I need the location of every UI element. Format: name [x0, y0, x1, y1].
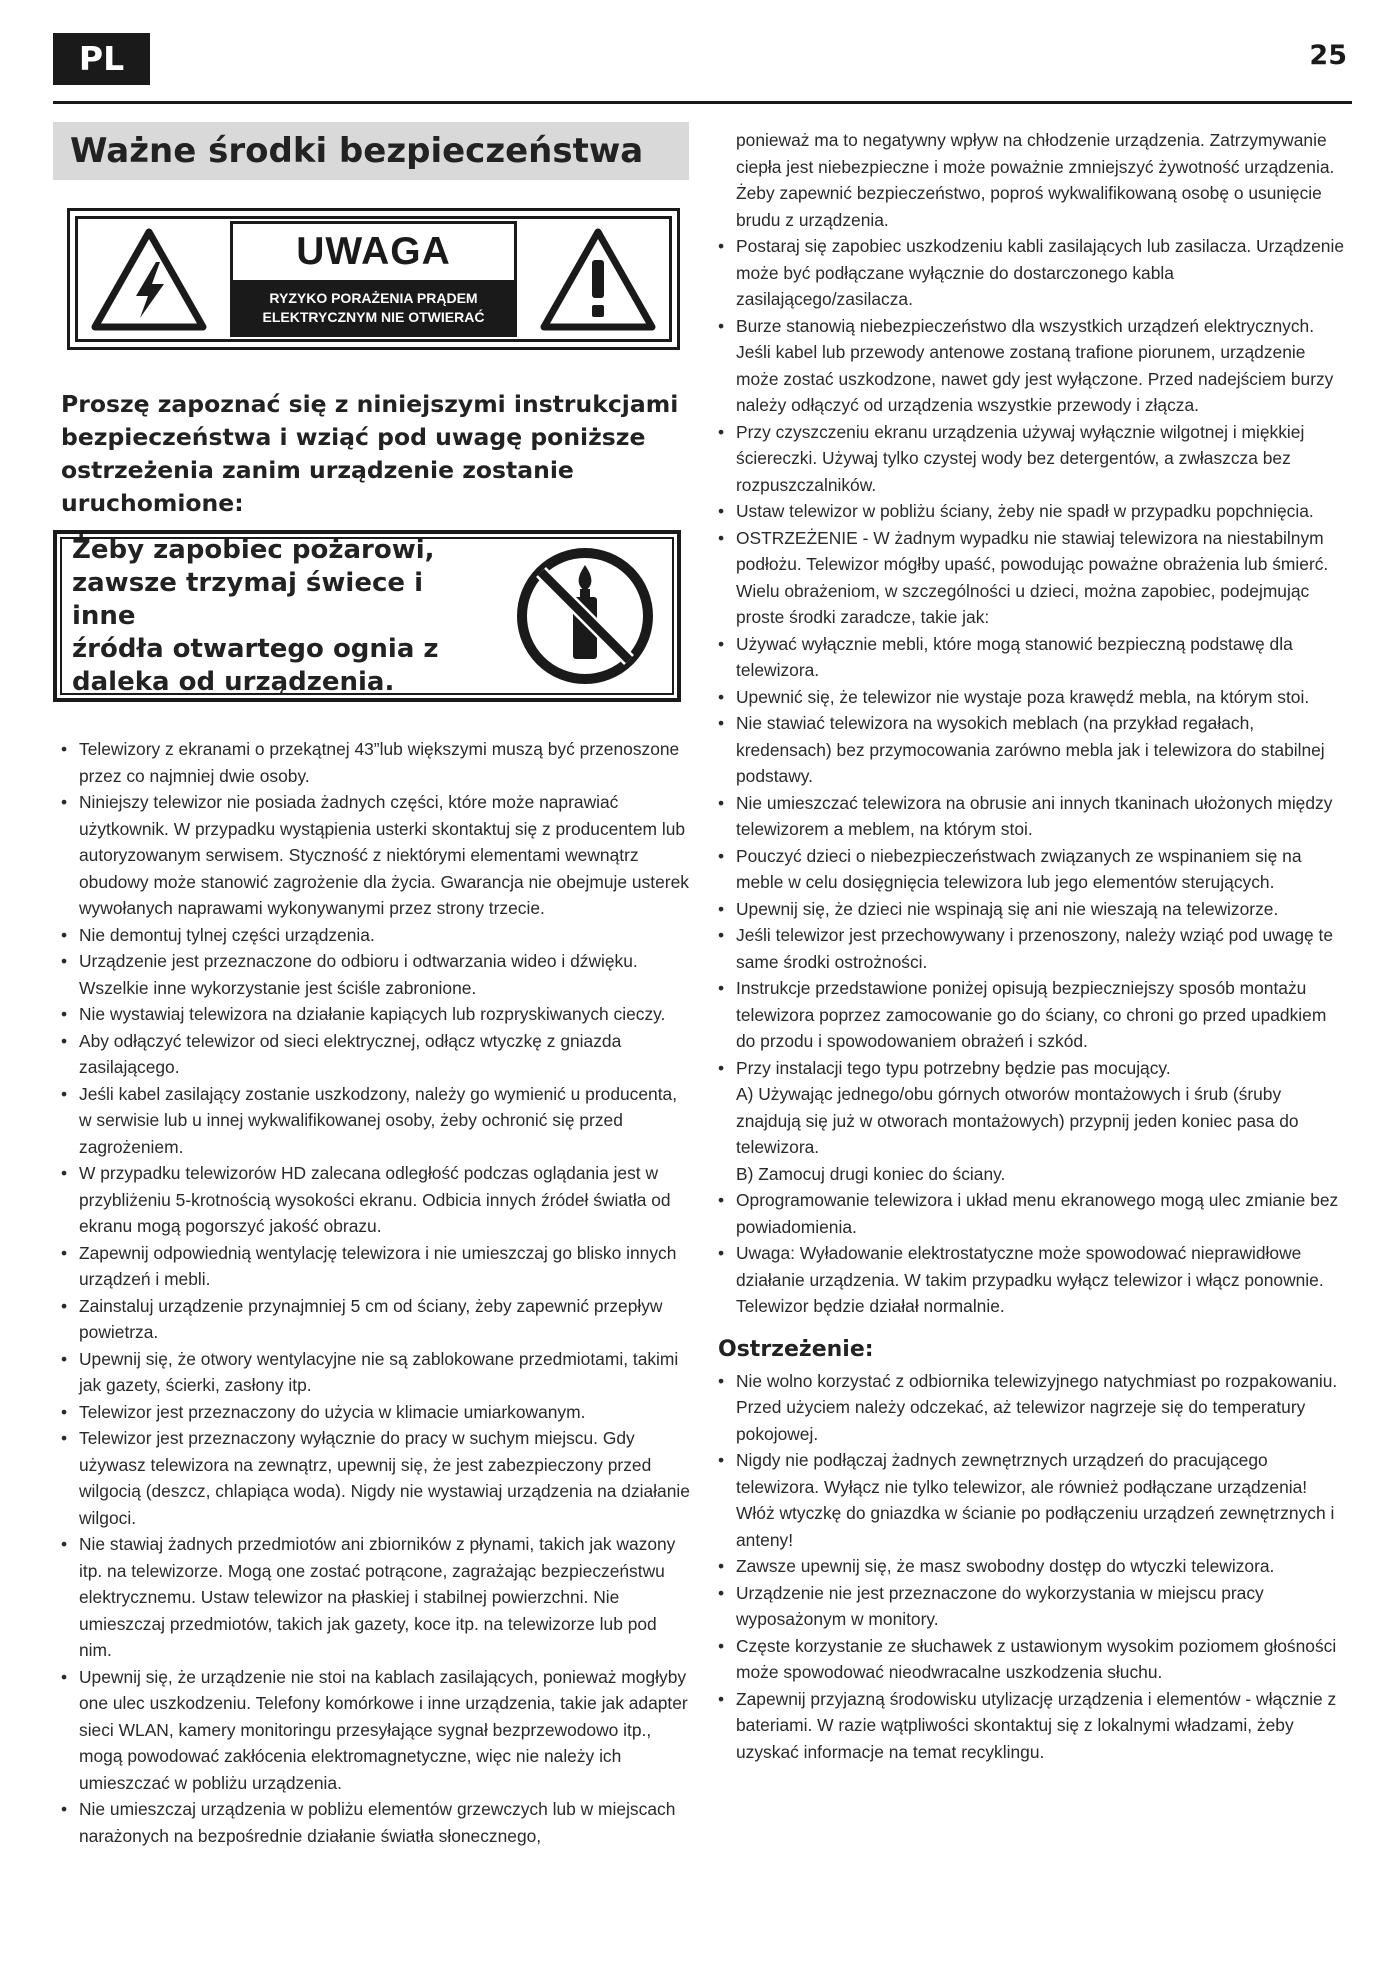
list-item: • Burze stanowią niebezpieczeństwo dla wszystkich urządzeń elektrycznych. Jeśli kabel lub przewody antenowe zostaną trafione piorunem, urządzenie może zostać uszkodzone, nawet gdy jest wyłączone. Przed nadejściem burzy należy odłączyć od urządzenia wszystkie przewody i złącza. [718, 313, 1348, 419]
no-open-flame-icon [514, 545, 656, 687]
list-item: • Nie stawiaj żadnych przedmiotów ani zbiorników z płynami, takich jak wazony itp. na telewizorze. Mogą one zostać potrącone, zagrażając bezpieczeństwu elektrycznemu. Ustaw telewizor na płaskiej i stabilnej powierzchni. Nie umieszczaj przedmiotów, takich jak gazety, koce itp. na telewizorze lub pod nim. [61, 1531, 691, 1664]
list-item: • OSTRZEŻENIE - W żadnym wypadku nie stawiaj telewizora na niestabilnym podłożu. Telewizor mógłby upaść, powodując poważne obrażenia lub śmierć. Wielu obrażeniom, w szczególności u dzieci, można zapobiec, podejmując proste środki zaradcze, takie jak: [718, 525, 1348, 631]
list-item: • Aby odłączyć telewizor od sieci elektrycznej, odłącz wtyczkę z gniazda zasilającego. [61, 1028, 691, 1081]
list-item: • Ustaw telewizor w pobliżu ściany, żeby nie spadł w przypadku popchnięcia. [718, 498, 1348, 525]
list-item: • Nie stawiać telewizora na wysokich meblach (na przykład regałach, kredensach) bez przymocowania zarówno mebla jak i telewizora do stabilnej podstawy. [718, 710, 1348, 790]
list-item: • Nie demontuj tylnej części urządzenia. [61, 922, 691, 949]
warning-subtitle: RYZYKO PORAŻENIA PRĄDEM ELEKTRYCZNYM NIE OTWIERAĆ [233, 280, 514, 334]
warning-text-block [230, 221, 517, 337]
left-column [53, 122, 689, 1849]
language-badge: PL [53, 33, 150, 85]
list-item: • Upewnić się, że telewizor nie wystaje poza krawędź mebla, na którym stoi. [718, 684, 1348, 711]
warning-title: UWAGA [233, 224, 514, 280]
list-item: • Postaraj się zapobiec uszkodzeniu kabli zasilających lub zasilacza. Urządzenie może być podłączane wyłącznie do dostarczonego kabla zasilającego/zasilacza. [718, 233, 1348, 313]
list-item: • Urządzenie nie jest przeznaczone do wykorzystania w miejscu pracy wyposażonym w monitory. [718, 1580, 1348, 1633]
list-item: • W przypadku telewizorów HD zalecana odległość podczas oglądania jest w przybliżeniu 5-krotnością wysokości ekranu. Odbicia innych źródeł światła od ekranu mogą pogorszyć jakość obrazu. [61, 1160, 691, 1240]
page-number: 25 [1309, 40, 1347, 71]
list-item: • Nie wystawiaj telewizora na działanie kapiących lub rozpryskiwanych cieczy. [61, 1001, 691, 1028]
intro-text: Proszę zapoznać się z niniejszymi instrukcjami bezpieczeństwa i wziąć pod uwagę poniższe ostrzeżenia zanim urządzenie zostanie uruchomione: [61, 390, 679, 517]
page-title: Ważne środki bezpieczeństwa [70, 131, 644, 171]
list-item: • Nigdy nie podłączaj żadnych zewnętrznych urządzeń do pracującego telewizora. Wyłącz nie tylko telewizor, ale również podłączane urządzenia! Włóż wtyczkę do gniazdka w ścianie po podłączeniu urządzeń zewnętrznych i anteny! [718, 1447, 1348, 1553]
list-item: • Uwaga: Wyładowanie elektrostatyczne może spowodować nieprawidłowe działanie urządzenia. W takim przypadku wyłącz telewizor i włącz ponownie. Telewizor będzie działał normalnie. [718, 1240, 1348, 1320]
safety-list-left [61, 736, 691, 1849]
list-item: • Telewizor jest przeznaczony do użycia w klimacie umiarkowanym. [61, 1399, 691, 1426]
continued-text: ponieważ ma to negatywny wpływ na chłodzenie urządzenia. Zatrzymywanie ciepła jest niebezpieczne i może poważnie zmniejszyć żywotność urządzenia. Żeby zapewnić bezpieczeństwo, poproś wykwalifikowaną osobę o usunięcie brudu z urządzenia. [736, 130, 1335, 230]
list-item: • Upewnij się, że otwory wentylacyjne nie są zablokowane przedmiotami, takimi jak gazety, ścierki, zasłony itp. [61, 1346, 691, 1399]
lightning-warning-icon [90, 226, 208, 332]
list-item: • Nie wolno korzystać z odbiornika telewizyjnego natychmiast po rozpakowaniu. Przed użyciem należy odczekać, aż telewizor nagrzeje się do temperatury pokojowej. [718, 1368, 1348, 1448]
list-item: • Niniejszy telewizor nie posiada żadnych części, które może naprawiać użytkownik. W przypadku wystąpienia usterki skontaktuj się z producentem lub autoryzowanym serwisem. Styczność z niektórymi elementami wewnątrz obudowy może stanowić zagrożenie dla życia. Gwarancja nie obejmuje usterek wywołanych naprawami wykonywanymi przez strony trzecie. [61, 789, 691, 922]
list-item: • Nie umieszczaj urządzenia w pobliżu elementów grzewczych lub w miejscach narażonych na bezpośrednie działanie światła słonecznego, [61, 1796, 691, 1849]
list-item: • Instrukcje przedstawione poniżej opisują bezpieczniejszy sposób montażu telewizora poprzez zamocowanie go do ściany, co chroni go przed upadkiem do przodu i spowodowaniem obrażeń i szkód. [718, 975, 1348, 1055]
list-item: • Częste korzystanie ze słuchawek z ustawionym wysokim poziomem głośności może spowodować nieodwracalne uszkodzenia słuchu. [718, 1633, 1348, 1686]
mount-step: A) Używając jednego/obu górnych otworów montażowych i śrub (śruby znajdują się już w otworach montażowych) przypnij jeden koniec pasa do telewizora. [736, 1084, 1299, 1157]
list-item: • Pouczyć dzieci o niebezpieczeństwach związanych ze wspinaniem się na meble w celu dosięgnięcia telewizora lub jego elementów sterujących. [718, 843, 1348, 896]
list-item: • Upewnij się, że dzieci nie wspinają się ani nie wieszają na telewizorze. [718, 896, 1348, 923]
exclamation-warning-icon [539, 226, 657, 332]
header-divider [53, 101, 1352, 104]
fire-warning-box [53, 530, 681, 702]
mount-step: B) Zamocuj drugi koniec do ściany. [736, 1163, 1006, 1184]
caution-heading: Ostrzeżenie: [718, 1336, 874, 1362]
list-item: • Upewnij się, że urządzenie nie stoi na kablach zasilających, ponieważ mogłyby one ulec uszkodzeniu. Telefony komórkowe i inne urządzenia, takie jak adapter sieci WLAN, kamery monitoringu przesyłające sygnał bezprzewodowo itp., mogą powodować zakłócenia elektromagnetyczne, więc nie należy ich umieszczać w pobliżu urządzenia. [61, 1664, 691, 1797]
list-item: • Oprogramowanie telewizora i układ menu ekranowego mogą ulec zmianie bez powiadomienia. [718, 1187, 1348, 1240]
fire-warning-text: Żeby zapobiec pożarowi, zawsze trzymaj świece i inne źródła otwartego ognia z daleka od urządzenia. [72, 534, 439, 697]
right-column [718, 127, 1348, 1765]
list-item: • Jeśli kabel zasilający zostanie uszkodzony, należy go wymienić u producenta, w serwisie lub u innej wykwalifikowanej osoby, żeby ochronić się przed zagrożeniem. [61, 1081, 691, 1161]
shock-warning-label [67, 208, 680, 350]
list-item: • Telewizory z ekranami o przekątnej 43”lub większymi muszą być przenoszone przez co najmniej dwie osoby. [61, 736, 691, 789]
list-item: • Nie umieszczać telewizora na obrusie ani innych tkaninach ułożonych między telewizorem a meblem, na którym stoi. [718, 790, 1348, 843]
list-item: • Telewizor jest przeznaczony wyłącznie do pracy w suchym miejscu. Gdy używasz telewizora na zewnątrz, upewnij się, że jest zabezpieczony przed wilgocią (deszcz, chlapiąca woda). Nigdy nie wystawiaj urządzenia na działanie wilgoci. [61, 1425, 691, 1531]
list-item: • Zawsze upewnij się, że masz swobodny dostęp do wtyczki telewizora. [718, 1553, 1348, 1580]
list-item: • Zapewnij przyjazną środowisku utylizację urządzenia i elementów - włącznie z bateriami. W razie wątpliwości skontaktuj się z lokalnymi władzami, żeby uzyskać informacje na temat recyklingu. [718, 1686, 1348, 1766]
title-bar [53, 122, 689, 180]
list-item: • Jeśli telewizor jest przechowywany i przenoszony, należy wziąć pod uwagę te same środki ostrożności. [718, 922, 1348, 975]
list-item: • Zapewnij odpowiednią wentylację telewizora i nie umieszczaj go blisko innych urządzeń i mebli. [61, 1240, 691, 1293]
list-item: • Zainstaluj urządzenie przynajmniej 5 cm od ściany, żeby zapewnić przepływ powietrza. [61, 1293, 691, 1346]
list-item: • Urządzenie jest przeznaczone do odbioru i odtwarzania wideo i dźwięku. Wszelkie inne wykorzystanie jest ściśle zabronione. [61, 948, 691, 1001]
list-item: • Używać wyłącznie mebli, które mogą stanowić bezpieczną podstawę dla telewizora. [718, 631, 1348, 684]
caution-list [718, 1368, 1348, 1766]
safety-list-right [718, 233, 1348, 1320]
list-item: • Przy instalacji tego typu potrzebny będzie pas mocujący. [718, 1055, 1348, 1082]
list-item: • Przy czyszczeniu ekranu urządzenia używaj wyłącznie wilgotnej i miękkiej ściereczki. Używaj tylko czystej wody bez detergentów, a zwłaszcza bez rozpuszczalników. [718, 419, 1348, 499]
